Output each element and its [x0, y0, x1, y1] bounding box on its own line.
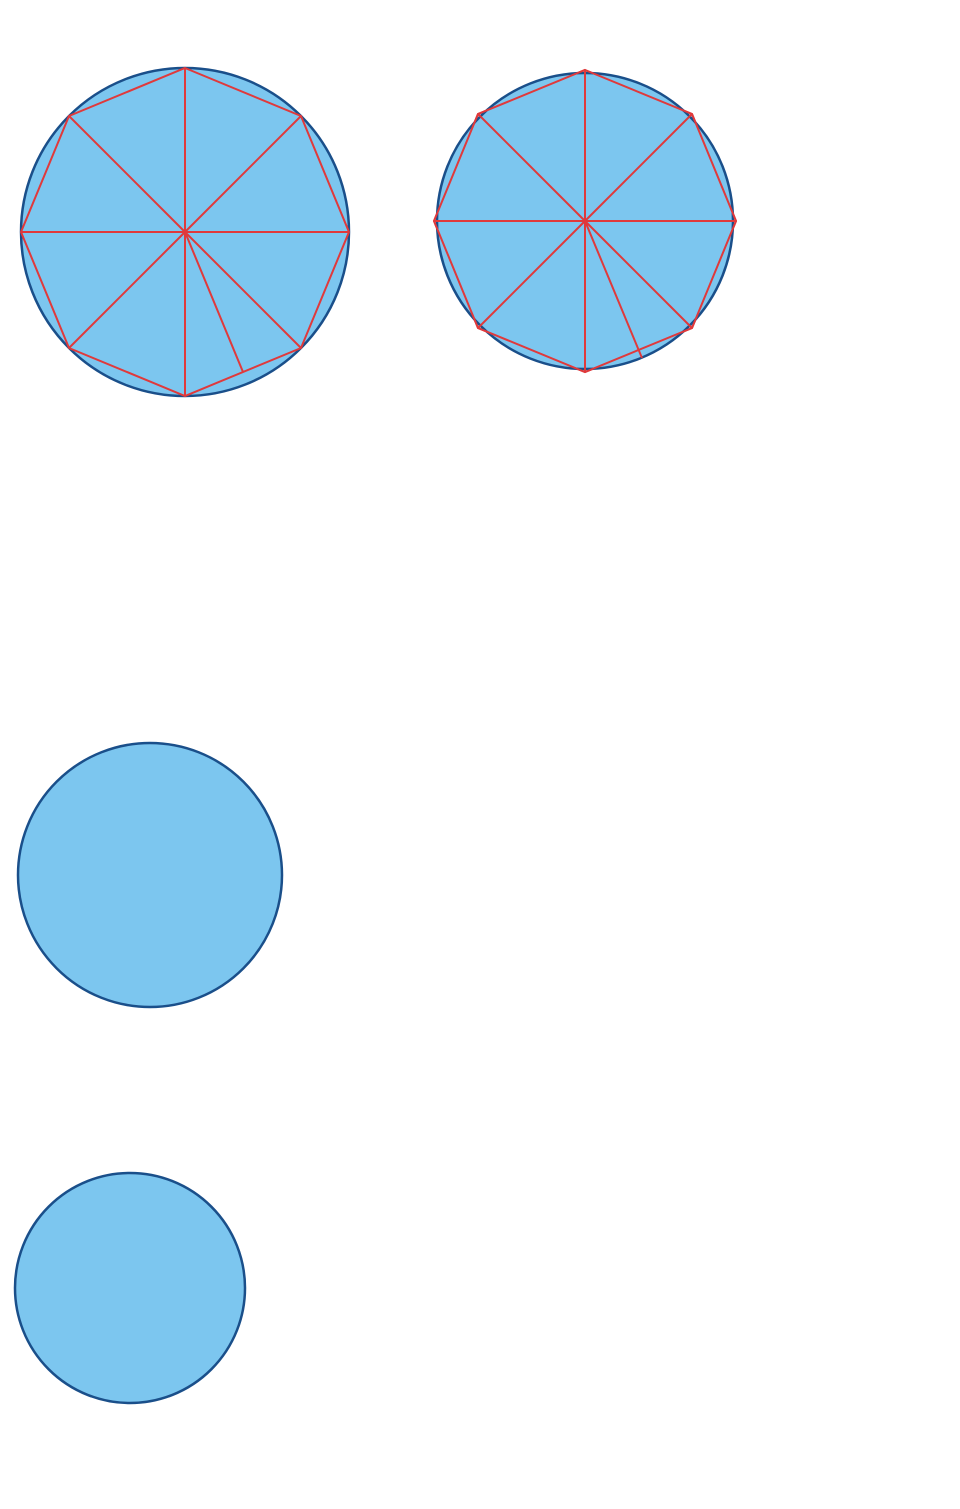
- figure-3-13: [0, 1150, 960, 1450]
- figure-3-12: [0, 740, 960, 1020]
- circumscribed-octagon-diagram: [434, 70, 736, 372]
- figure-3-11: [0, 60, 960, 400]
- kepler-circle: [15, 1173, 245, 1403]
- sector-circle: [18, 743, 282, 1007]
- inscribed-octagon-diagram: [21, 68, 349, 396]
